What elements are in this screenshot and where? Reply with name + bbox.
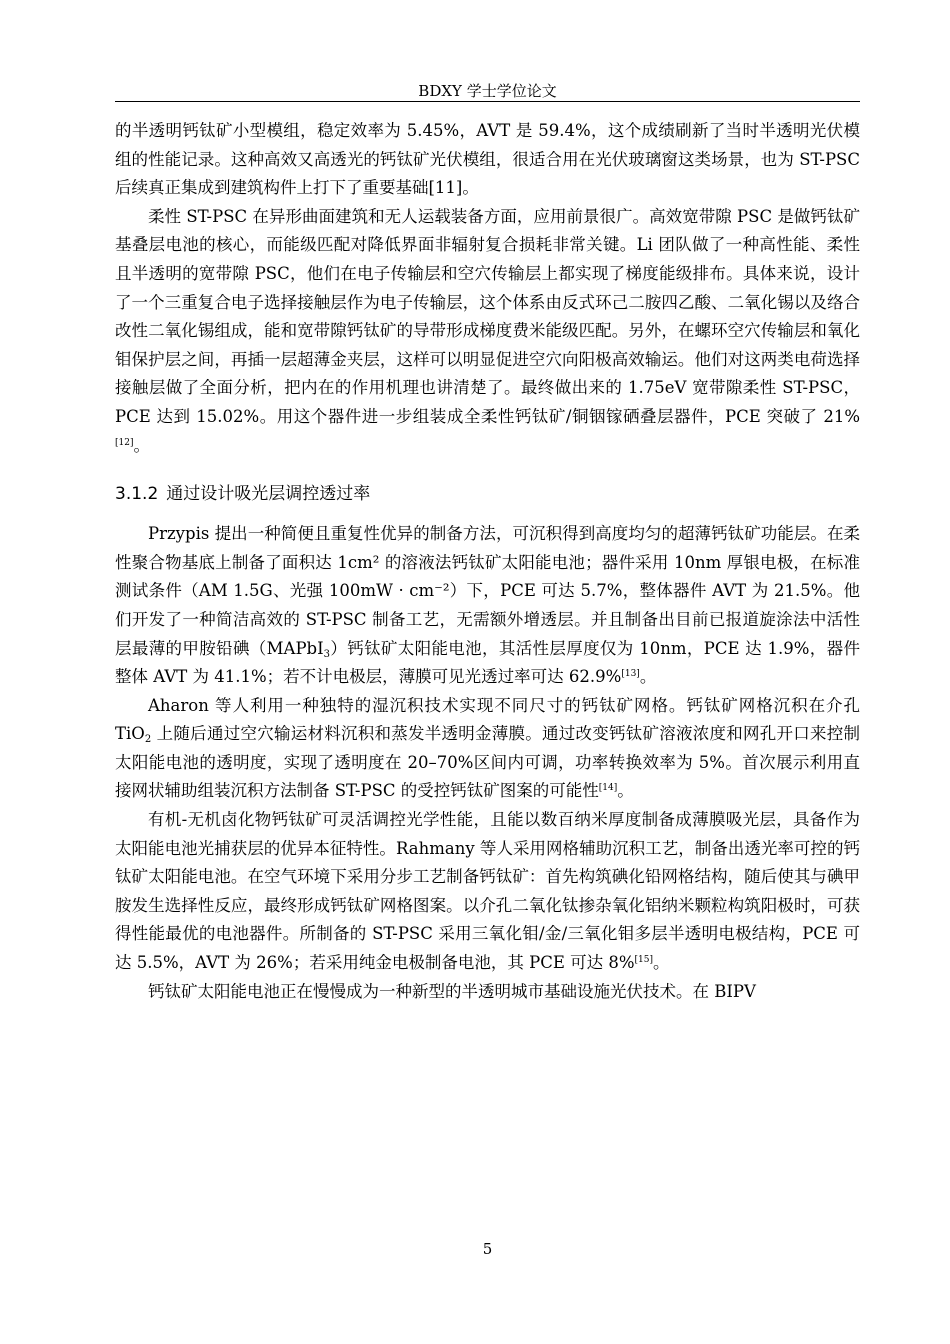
paragraph-text: 钙钛矿太阳能电池正在慢慢成为一种新型的半透明城市基础设施光伏技术。在 BIPV bbox=[148, 981, 756, 1001]
paragraph-przypis bbox=[115, 520, 860, 692]
citation-ref: [14] bbox=[598, 783, 618, 794]
citation-ref: [12] bbox=[115, 437, 134, 448]
paragraph-text-continued: ）钙钛矿太阳能电池，其活性层厚度仅为 10nm，PCE 达 1.9%，器件整体 AVT 为 41.1%；若不计电极层，薄膜可见光透过率可达 62.9% bbox=[115, 638, 860, 687]
paragraph-continued bbox=[115, 117, 860, 203]
paragraph-end: 。 bbox=[653, 953, 670, 973]
section-number: 3.1.2 bbox=[115, 484, 159, 505]
paragraph-bipv bbox=[115, 978, 860, 1007]
paragraph-text-continued: 上随后通过空穴输运材料沉积和蒸发半透明金薄膜。通过改变钙钛矿溶液浓度和网孔开口来控制太阳能电池的透明度，实现了透明度在 20–70%区间内可调，功率转换效率为 5%。首次展示利用直接网状辅助组装沉积方法制备 ST-PSC 的受控钙钛矿图案的可能性 bbox=[115, 724, 860, 801]
citation-ref: [13] bbox=[621, 669, 640, 680]
subscript: 2 bbox=[144, 734, 152, 746]
citation-ref: [15] bbox=[634, 955, 654, 966]
page-header: BDXY 学士学位论文 bbox=[418, 82, 557, 100]
main-content bbox=[115, 117, 860, 1006]
paragraph-text: Aharon 等人利用一种独特的湿沉积技术实现不同尺寸的钙钛矿网格。钙钛矿网格沉积在介孔 TiO bbox=[115, 695, 860, 744]
section-heading bbox=[115, 480, 860, 508]
page-number: 5 bbox=[482, 1240, 493, 1258]
header-rule bbox=[115, 101, 860, 102]
paragraph-aharon bbox=[115, 692, 860, 806]
section-title: 通过设计吸光层调控透过率 bbox=[166, 484, 371, 505]
paragraph-text: Przypis 提出一种简便且重复性优异的制备方法，可沉积得到高度均匀的超薄钙钛矿功能层。在柔性聚合物基底上制备了面积达 1cm² 的溶液法钙钛矿太阳能电池；器件采用 10nm 厚银电极，在标准测试条件（AM 1.5G、光强 100mW · cm⁻²）下，PCE 可达 5.7%，整体器件 AVT 为 21.5%。他们开发了一种简洁高效的 ST-PSC 制备工艺，无需额外增透层。并且制备出目前已报道旋涂法中活性层最薄的甲胺铅碘（MAPbI bbox=[115, 524, 860, 658]
subscript: 3 bbox=[323, 648, 331, 660]
paragraph-rahmany bbox=[115, 806, 860, 978]
paragraph-end: 。 bbox=[617, 781, 634, 801]
paragraph-text: 的半透明钙钛矿小型模组，稳定效率为 5.45%，AVT 是 59.4%，这个成绩刷新了当时半透明光伏模组的性能记录。这种高效又高透光的钙钛矿光伏模组，很适合用在光伏玻璃窗这类场景，也为 ST-PSC 后续真正集成到建筑构件上打下了重要基础[11]。 bbox=[115, 121, 860, 198]
paragraph-flexible-st-psc bbox=[115, 203, 860, 460]
paragraph-text: 柔性 ST-PSC 在异形曲面建筑和无人运载装备方面，应用前景很广。高效宽带隙 PSC 是做钙钛矿基叠层电池的核心，而能级匹配对降低界面非辐射复合损耗非常关键。Li 团队做了一种高性能、柔性且半透明的宽带隙 PSC，他们在电子传输层和空穴传输层上都实现了梯度能级排布。具体来说，设计了一个三重复合电子选择接触层作为电子传输层，这个体系由反式环己二胺四乙酸、二氧化锡以及络合改性二氧化锡组成，能和宽带隙钙钛矿的导带形成梯度费米能级匹配。另外，在螺环空穴传输层和氧化钼保护层之间，再插一层超薄金夹层，这样可以明显促进空穴向阳极高效输运。他们对这两类电荷选择接触层做了全面分析，把内在的作用机理也讲清楚了。最终做出来的 1.75eV 宽带隙柔性 ST-PSC，PCE 达到 15.02%。用这个器件进一步组装成全柔性钙钛矿/铜铟镓硒叠层器件，PCE 突破了 21% bbox=[115, 206, 860, 426]
paragraph-end: 。 bbox=[133, 435, 150, 455]
paragraph-text: 有机-无机卤化物钙钛矿可灵活调控光学性能，且能以数百纳米厚度制备成薄膜吸光层，具备作为太阳能电池光捕获层的优异本征特性。Rahmany 等人采用网格辅助沉积工艺，制备出透光率可控的钙钛矿太阳能电池。在空气环境下采用分步工艺制备钙钛矿：首先构筑碘化铅网格结构，随后使其与碘甲胺发生选择性反应，最终形成钙钛矿网格图案。以介孔二氧化钛掺杂氧化铝纳米颗粒构筑阳极时，可获得性能最优的电池器件。所制备的 ST-PSC 采用三氧化钼/金/三氧化钼多层半透明电极结构，PCE 可达 5.5%，AVT 为 26%；若采用纯金电极制备电池，其 PCE 可达 8% bbox=[115, 810, 860, 973]
paragraph-end: 。 bbox=[639, 667, 657, 687]
